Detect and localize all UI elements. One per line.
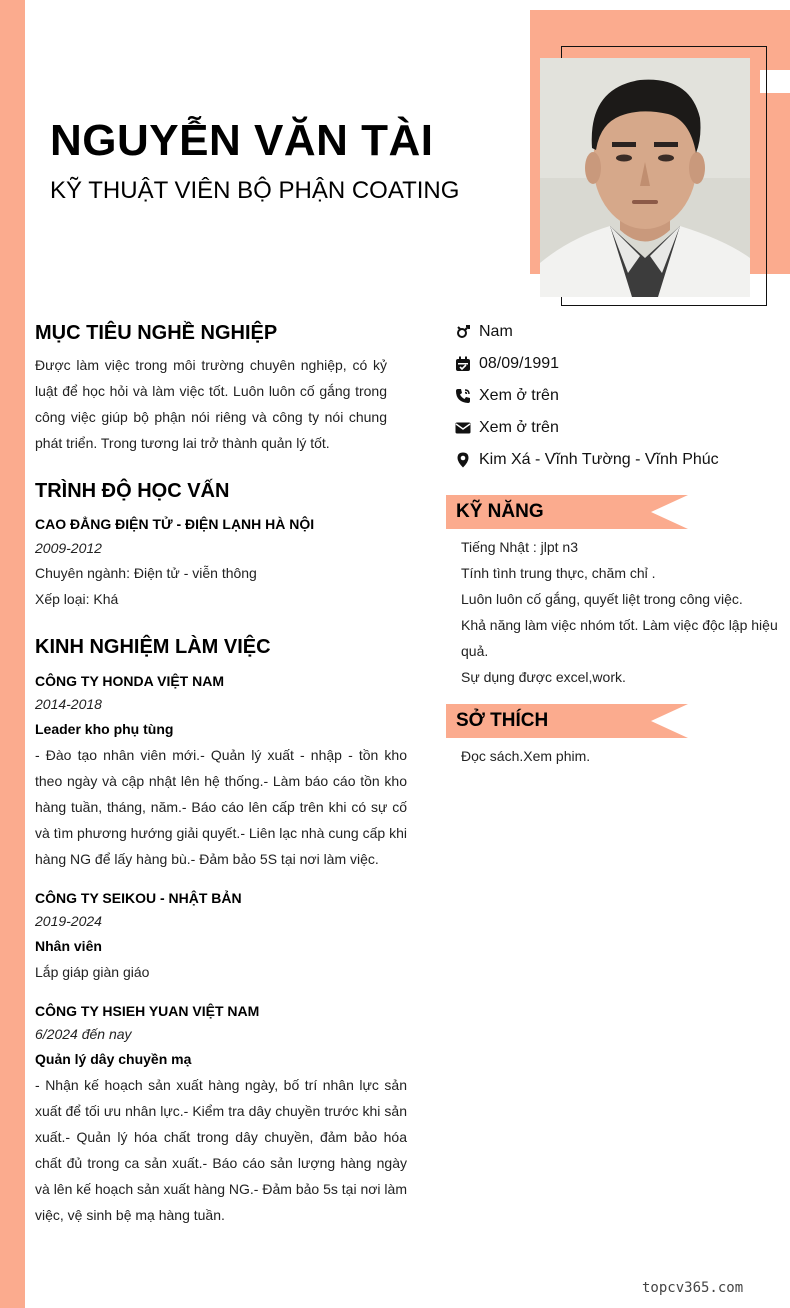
education-major: Chuyên ngành: Điện tử - viễn thông [35, 565, 257, 581]
hobbies-text: Đọc sách.Xem phim. [461, 748, 591, 764]
hobbies-heading: SỞ THÍCH [456, 710, 549, 731]
experience-heading: KINH NGHIỆM LÀM VIỆC [35, 636, 271, 658]
school-name: CAO ĐẲNG ĐIỆN TỬ - ĐIỆN LẠNH HÀ NỘI [35, 516, 315, 532]
contact-email [455, 419, 559, 437]
objective-heading: MỤC TIÊU NGHỀ NGHIỆP [35, 322, 278, 344]
job-description: Lắp giáp giàn giáo [35, 964, 150, 980]
hobbies-heading-ribbon [446, 704, 688, 738]
gender-icon [455, 324, 471, 340]
skill-item: Sự dụng được excel,work. [461, 669, 626, 685]
education-heading: TRÌNH ĐỘ HỌC VẤN [35, 480, 230, 502]
email-value: Xem ở trên [479, 419, 559, 436]
contact-birthday [455, 355, 559, 373]
education-grade: Xếp loại: Khá [35, 591, 119, 607]
contact-gender [455, 323, 513, 341]
envelope-icon [455, 420, 471, 436]
skill-item: Luôn luôn cố gắng, quyết liệt trong công việc. [461, 591, 743, 607]
job-description: - Nhận kế hoạch sản xuất hàng ngày, bố trí nhân lực sản xuất để tối ưu nhân lực.- Kiểm tra dây chuyền trước khi sản xuất.- Quản lý hóa chất trong dây chuyền, đảm bảo hóa chất đủ trong ca sản xuất.- Báo cáo sản lượng hàng ngày và lên kế hoạch sản xuất hàng NG.- Đảm bảo 5s tại nơi làm việc, vệ sinh bệ mạ hàng tuần. [35, 1077, 407, 1223]
address-value: Kim Xá - Vĩnh Tường - Vĩnh Phúc [479, 451, 719, 468]
education-period: 2009-2012 [35, 540, 102, 556]
candidate-name: NGUYỄN VĂN TÀI [50, 116, 434, 165]
avatar-photo [540, 58, 750, 297]
job-period: 6/2024 đến nay [35, 1026, 132, 1042]
skills-heading: KỸ NĂNG [456, 501, 544, 522]
contact-phone [455, 387, 559, 405]
job-role: Leader kho phụ tùng [35, 721, 174, 737]
gender-value: Nam [479, 323, 513, 340]
company-name: CÔNG TY HSIEH YUAN VIỆT NAM [35, 1003, 260, 1019]
company-name: CÔNG TY HONDA VIỆT NAM [35, 673, 225, 689]
job-role: Quản lý dây chuyền mạ [35, 1051, 192, 1067]
phone-value: Xem ở trên [479, 387, 559, 404]
skill-item: Tiếng Nhật : jlpt n3 [461, 539, 578, 555]
skill-item: Tính tình trung thực, chăm chỉ . [461, 565, 656, 581]
objective-text: Được làm việc trong môi trường chuyên nghiệp, có kỷ luật để học hỏi và làm việc tốt. Luôn luôn cố gắng trong công việc giúp bộ phận nói riêng và công ty nói chung phát triển. Trong tương lai trở thành quản lý tốt. [35, 357, 387, 451]
location-pin-icon [455, 452, 471, 468]
watermark: topcv365.com [642, 1280, 744, 1296]
calendar-icon [455, 356, 471, 372]
skills-heading-ribbon [446, 495, 688, 529]
skill-item: Khả năng làm việc nhóm tốt. Làm việc độc lập hiệu quả. [461, 617, 778, 659]
job-period: 2019-2024 [35, 913, 102, 929]
job-title: KỸ THUẬT VIÊN BỘ PHẬN COATING [50, 177, 460, 204]
contact-address [455, 451, 719, 469]
company-name: CÔNG TY SEIKOU - NHẬT BẢN [35, 890, 242, 906]
job-period: 2014-2018 [35, 696, 102, 712]
job-description: - Đào tạo nhân viên mới.- Quản lý xuất - nhập - tồn kho theo ngày và cập nhật lên hệ thống.- Làm báo cáo tồn kho hàng tuần, tháng, năm.- Báo cáo lên cấp trên khi có sự cố và tìm phương hướng giải quyết.- Liên lạc nhà cung cấp khi hàng NG để lấy hàng bù.- Đảm bảo 5S tại nơi làm việc. [35, 747, 407, 867]
accent-stripe [0, 0, 25, 1308]
birthday-value: 08/09/1991 [479, 355, 560, 372]
job-role: Nhân viên [35, 938, 102, 954]
phone-icon [455, 388, 471, 404]
